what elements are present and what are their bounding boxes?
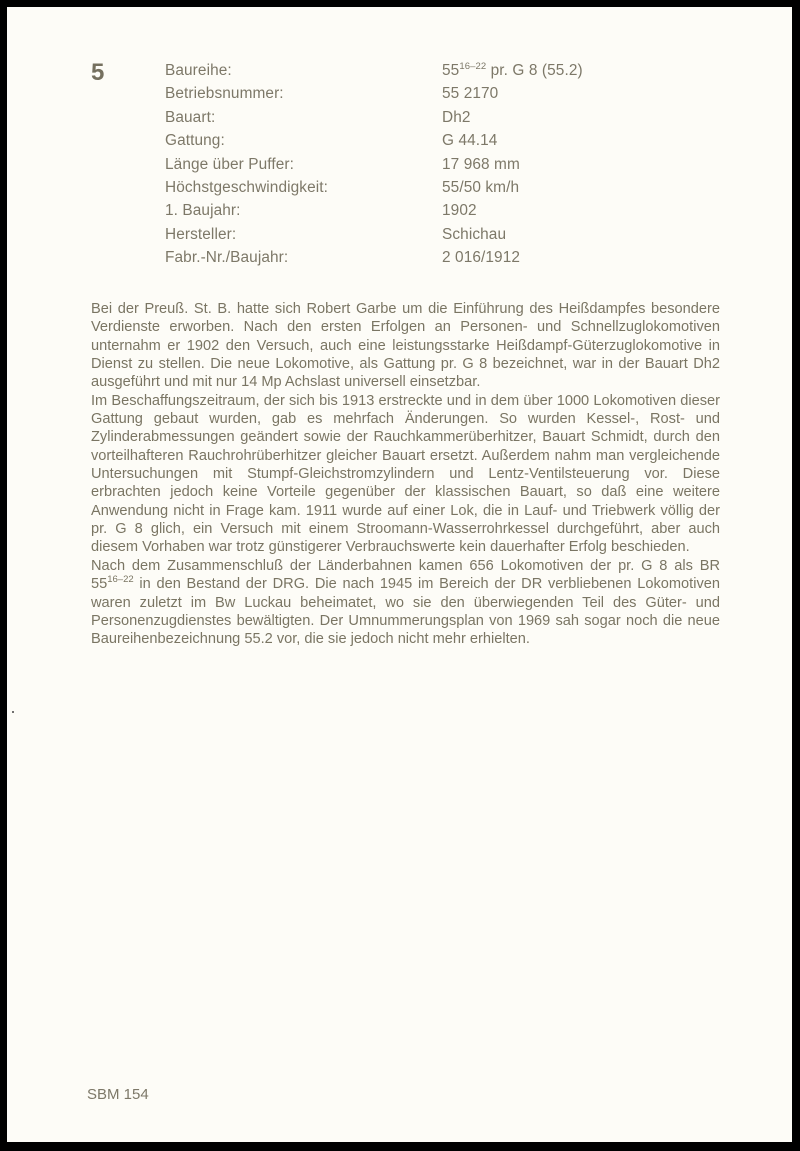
spec-value: 55 2170	[442, 85, 499, 103]
spec-row-betriebsnummer	[165, 82, 665, 105]
spec-row-gattung	[165, 129, 665, 152]
paragraph-drg-part2: in den Bestand der DRG. Die nach 1945 im Bereich der DR verbliebenen Lokomotiven waren zuletzt im Bw Luckau beheimatet, wo sie den überwiegenden Teil des Güter- und Personenzugdienstes bewältigten. Der Umnummerungsplan von 1969 sah sogar noch die neue Baureihenbezeichnung 55.2 vor, die sie jedoch nicht mehr erhielten.	[91, 576, 720, 648]
spec-label: 1. Baujahr:	[165, 202, 241, 220]
card-number: 5	[91, 59, 105, 86]
spec-value-rest: pr. G 8 (55.2)	[486, 62, 583, 79]
spec-label: Fabr.-Nr./Baujahr:	[165, 249, 289, 267]
paragraph-history-intro: Bei der Preuß. St. B. hatte sich Robert Garbe um die Einführung des Heißdampfes besondere Verdienste erworben. Nach den ersten Erfolgen an Personen- und Schnellzuglokomotiven unternahm er 1902 den Versuch, auch eine leistungsstarke Heißdampf-Güterzuglokomotive in Dienst zu stellen. Die neue Lokomotive, als Gattung pr. G 8 bezeichnet, war in der Bauart Dh2 ausgeführt und mit nur 14 Mp Achslast universell einsetzbar.	[91, 301, 720, 391]
description-text	[91, 300, 720, 649]
spec-value: G 44.14	[442, 132, 498, 150]
spec-label: Gattung:	[165, 132, 225, 150]
spec-value	[442, 59, 583, 82]
paragraph-drg-part1: Nach dem Zusammenschluß der Länderbahnen kamen 656 Lokomotiven der pr. G 8 als BR 55	[91, 557, 720, 593]
spec-label: Betriebsnummer:	[165, 85, 284, 103]
spec-label: Baureihe:	[165, 62, 232, 79]
spec-row-baujahr	[165, 199, 665, 222]
spec-row-fabriknummer	[165, 246, 665, 269]
spec-row-laenge	[165, 153, 665, 176]
series-code: SBM 154	[87, 1086, 149, 1103]
spec-row-hersteller	[165, 223, 665, 246]
spec-row-bauart	[165, 106, 665, 129]
paragraph-drg-superscript: 16–22	[107, 574, 134, 586]
spec-value: Dh2	[442, 108, 471, 126]
spec-value: 2 016/1912	[442, 249, 521, 267]
spec-value-main: 55	[442, 62, 460, 79]
spec-label: Länge über Puffer:	[165, 155, 295, 173]
spec-table	[165, 59, 665, 270]
paragraph-procurement: Im Beschaffungszeitraum, der sich bis 1913 erstreckte und in dem über 1000 Lokomotiven dieser Gattung gebaut wurden, gab es mehrfach Änderungen. So wurden Kessel-, Rost- und Zylinderabmessungen geändert sowie der Rauchkammerüberhitzer, Bauart Schmidt, durch den vorteilhafteren Rauchrohrüberhitzer gleicher Bauart ersetzt. Außerdem nahm man vergleichende Untersuchungen mit Stumpf-Gleichstromzylindern und Lentz-Ventilsteuerung vor. Diese erbrachten jedoch keine Vorteile gegenüber der klassischen Bauart, so daß eine weitere Anwendung nicht in Frage kam. 1911 wurde auf einer Lok, die in Lauf- und Triebwerk völlig der pr. G 8 glich, ein Versuch mit einem Stroomann-Wasserrohrkessel durchgeführt, aber auch diesem Vorhaben war trotz günstigerer Verbrauchswerte kein dauerhafter Erfolg beschieden.	[91, 392, 720, 556]
spec-label: Bauart:	[165, 108, 216, 126]
spec-value: Schichau	[442, 225, 507, 243]
spec-label: Höchstgeschwindigkeit:	[165, 178, 329, 196]
paragraph-drg	[91, 557, 720, 649]
spec-value: 1902	[442, 202, 477, 220]
spec-value-superscript: 16–22	[459, 61, 487, 72]
scan-speck	[12, 711, 14, 713]
spec-value: 17 968 mm	[442, 155, 520, 173]
spec-label: Hersteller:	[165, 225, 237, 243]
locomotive-card	[7, 7, 792, 1142]
spec-value: 55/50 km/h	[442, 178, 520, 196]
spec-row-hoechstgeschwindigkeit	[165, 176, 665, 199]
spec-row-baureihe	[165, 59, 665, 82]
